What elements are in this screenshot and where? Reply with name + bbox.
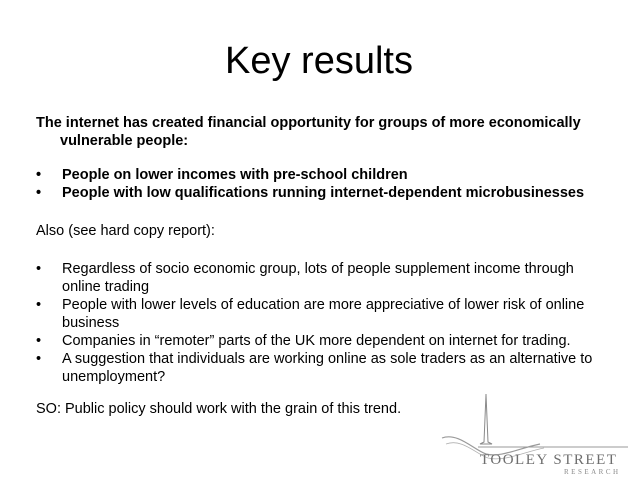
bullet-text: People on lower incomes with pre-school children (62, 167, 408, 183)
tooley-street-logo (440, 392, 630, 476)
bullet-text: People with lower levels of education are more appreciative of lower risk of online business (62, 297, 585, 331)
intro-line-1: The internet has created financial opportunity for groups of more economically (36, 115, 581, 131)
bullet-text: People with low qualifications running internet-dependent microbusinesses (62, 185, 585, 201)
conclusion-text: SO: Public policy should work with the grain of this trend. (36, 401, 402, 417)
list-item (36, 350, 608, 386)
bullet-list (36, 260, 608, 386)
bullet-text: A suggestion that individuals are working online as sole traders as an alternative to unemployment? (62, 351, 593, 385)
intro-text (36, 114, 608, 150)
also-heading: Also (see hard copy report): (36, 223, 215, 239)
logo-sub: RESEARCH (564, 468, 621, 476)
list-item (36, 260, 608, 296)
bullet-text: Regardless of socio economic group, lots of people supplement income through online trading (62, 261, 574, 295)
logo-name: TOOLEY STREET (480, 452, 618, 468)
slide-title: Key results (225, 40, 413, 82)
bullet-icon: • (36, 351, 42, 367)
bold-bullet-list (36, 166, 608, 202)
bullet-icon: • (36, 297, 42, 313)
bullet-icon: • (36, 261, 42, 277)
bullet-icon: • (36, 185, 42, 201)
bullet-text: Companies in “remoter” parts of the UK more dependent on internet for trading. (62, 333, 571, 349)
list-item (36, 332, 608, 350)
spire-icon (480, 394, 492, 444)
list-item (36, 184, 608, 202)
list-item (36, 296, 608, 332)
intro-line-2: vulnerable people: (60, 133, 189, 149)
list-item (36, 166, 608, 184)
bullet-icon: • (36, 333, 42, 349)
bullet-icon: • (36, 167, 42, 183)
